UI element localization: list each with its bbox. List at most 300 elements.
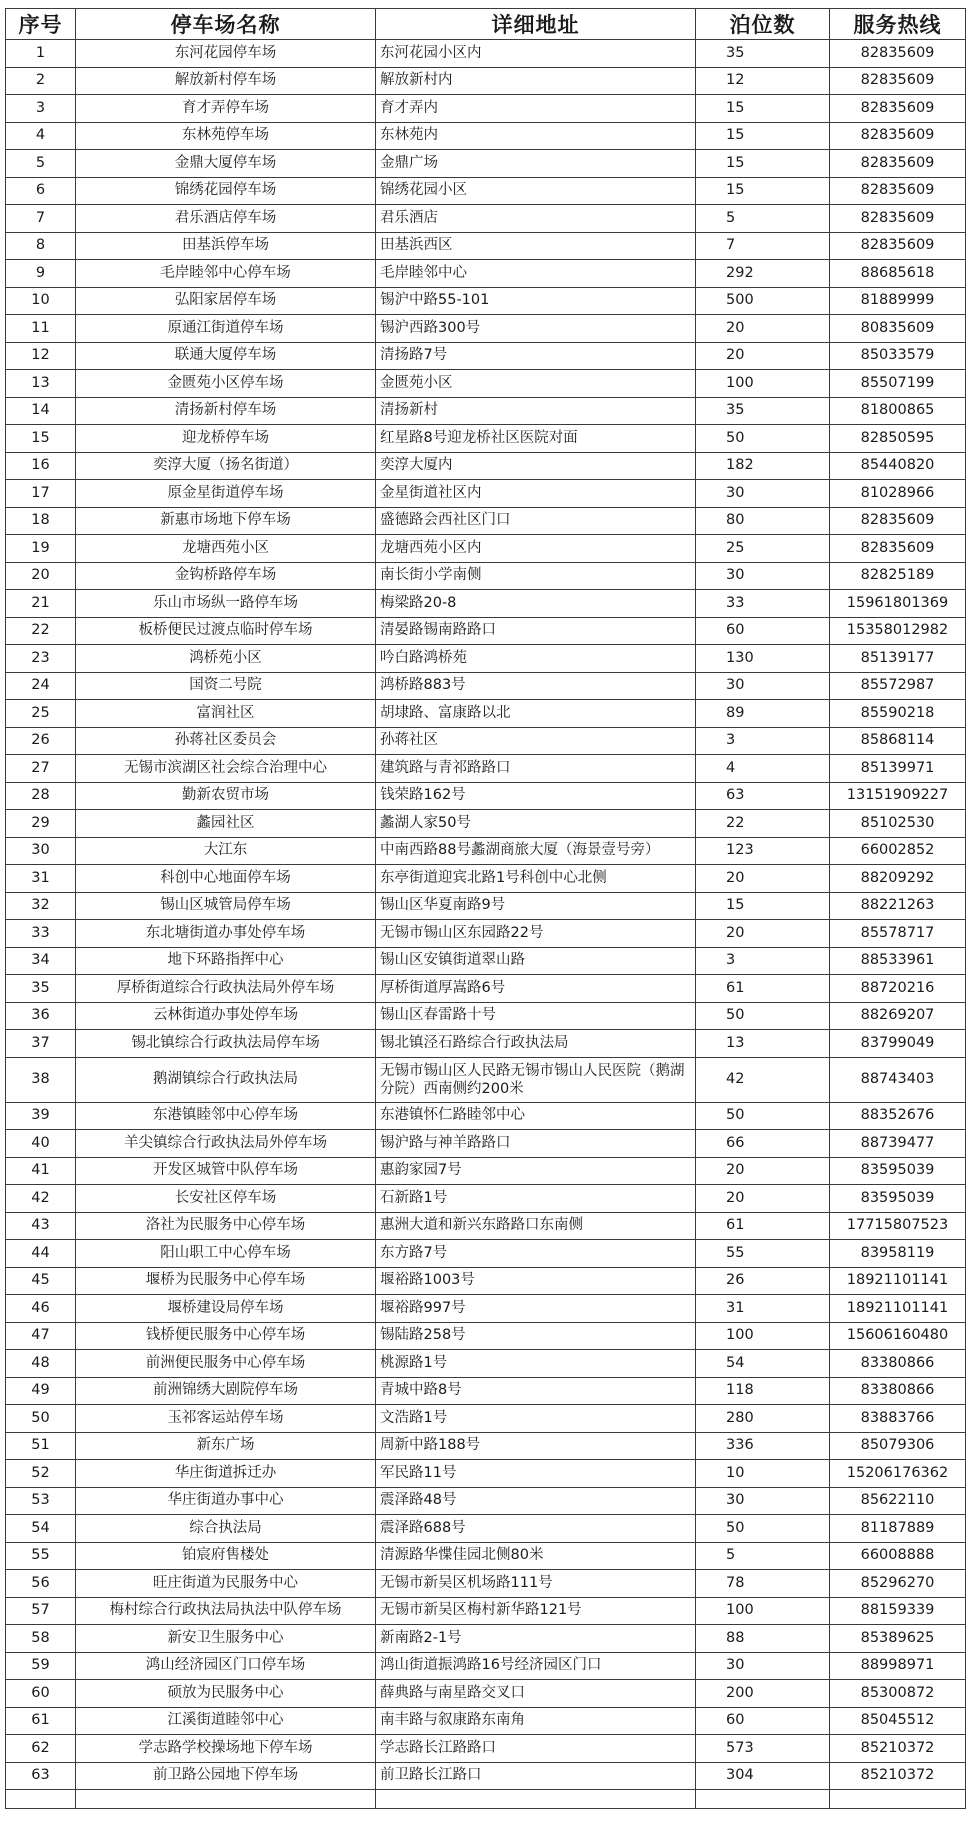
row-index: 54: [6, 1515, 76, 1543]
table-row: [6, 1707, 966, 1735]
table-row: [6, 1515, 966, 1543]
lot-name: 联通大厦停车场: [76, 342, 376, 370]
table-row: [6, 1432, 966, 1460]
lot-address: 中南西路88号蠡湖商旅大厦（海景壹号旁）: [376, 837, 696, 865]
lot-address: 石新路1号: [376, 1185, 696, 1213]
lot-address: 锡山区华夏南路9号: [376, 892, 696, 920]
table-row: [6, 1377, 966, 1405]
table-row: [6, 810, 966, 838]
table-row: [6, 920, 966, 948]
lot-hotline: 85507199: [830, 370, 966, 398]
lot-name: 金钩桥路停车场: [76, 562, 376, 590]
lot-address: 孙蒋社区: [376, 727, 696, 755]
lot-spaces: 61: [696, 1212, 830, 1240]
table-row: [6, 150, 966, 178]
lot-address: 堰裕路997号: [376, 1295, 696, 1323]
lot-spaces: 100: [696, 370, 830, 398]
table-row: [6, 1240, 966, 1268]
lot-spaces: 66: [696, 1130, 830, 1158]
row-index: 52: [6, 1460, 76, 1488]
header-address: 详细地址: [376, 9, 696, 40]
table-row: [6, 1030, 966, 1058]
table-row: [6, 672, 966, 700]
row-index: 28: [6, 782, 76, 810]
lot-spaces: 30: [696, 562, 830, 590]
table-body: [6, 40, 966, 1809]
lot-address: 锡山区春雷路十号: [376, 1002, 696, 1030]
lot-hotline: 81028966: [830, 480, 966, 508]
lot-address: 盛德路会西社区门口: [376, 507, 696, 535]
table-row: [6, 837, 966, 865]
header-spaces: 泊位数: [696, 9, 830, 40]
lot-spaces: 573: [696, 1735, 830, 1763]
row-index: 23: [6, 645, 76, 673]
row-index: 33: [6, 920, 76, 948]
lot-spaces: 78: [696, 1570, 830, 1598]
table-row: [6, 1267, 966, 1295]
lot-hotline: 88685618: [830, 260, 966, 288]
table-row: [6, 122, 966, 150]
lot-address: 君乐酒店: [376, 205, 696, 233]
row-index: 25: [6, 700, 76, 728]
lot-spaces: 60: [696, 1707, 830, 1735]
table-row: [6, 1130, 966, 1158]
lot-hotline: 88269207: [830, 1002, 966, 1030]
lot-name: 前卫路公园地下停车场: [76, 1762, 376, 1790]
lot-spaces: 50: [696, 1002, 830, 1030]
lot-address: 胡埭路、富康路以北: [376, 700, 696, 728]
lot-spaces: 35: [696, 40, 830, 68]
lot-hotline: 82825189: [830, 562, 966, 590]
row-index: 15: [6, 425, 76, 453]
lot-spaces: 20: [696, 865, 830, 893]
lot-name: 金鼎大厦停车场: [76, 150, 376, 178]
lot-spaces: 100: [696, 1322, 830, 1350]
lot-spaces: 100: [696, 1597, 830, 1625]
lot-address: 堰裕路1003号: [376, 1267, 696, 1295]
lot-address: 锡陆路258号: [376, 1322, 696, 1350]
table-row: [6, 452, 966, 480]
row-index: 27: [6, 755, 76, 783]
table-row: [6, 1460, 966, 1488]
lot-address: 金匮苑小区: [376, 370, 696, 398]
lot-address: 无锡市锡山区东园路22号: [376, 920, 696, 948]
lot-address: 锡沪中路55-101: [376, 287, 696, 315]
row-index: 59: [6, 1652, 76, 1680]
lot-name: 综合执法局: [76, 1515, 376, 1543]
lot-hotline: 83595039: [830, 1185, 966, 1213]
row-index: 62: [6, 1735, 76, 1763]
lot-spaces: 5: [696, 205, 830, 233]
lot-hotline: 85210372: [830, 1735, 966, 1763]
lot-spaces: 30: [696, 672, 830, 700]
lot-hotline: 85102530: [830, 810, 966, 838]
row-index: 38: [6, 1057, 76, 1102]
row-index: 18: [6, 507, 76, 535]
lot-name: 玉祁客运站停车场: [76, 1405, 376, 1433]
lot-name: 新东广场: [76, 1432, 376, 1460]
lot-name: 开发区城管中队停车场: [76, 1157, 376, 1185]
row-index: 51: [6, 1432, 76, 1460]
row-index: 61: [6, 1707, 76, 1735]
lot-hotline: 66002852: [830, 837, 966, 865]
lot-name: 洛社为民服务中心停车场: [76, 1212, 376, 1240]
lot-spaces: 20: [696, 1157, 830, 1185]
lot-spaces: 13: [696, 1030, 830, 1058]
lot-address: 无锡市锡山区人民路无锡市锡山人民医院（鹅湖分院）西南侧约200米: [376, 1057, 696, 1102]
table-row: [6, 1212, 966, 1240]
lot-address: 惠韵家园7号: [376, 1157, 696, 1185]
lot-name: 东河花园停车场: [76, 40, 376, 68]
lot-spaces: 7: [696, 232, 830, 260]
row-index: 16: [6, 452, 76, 480]
lot-hotline: 85578717: [830, 920, 966, 948]
row-index: 7: [6, 205, 76, 233]
lot-address: 锡沪路与神羊路路口: [376, 1130, 696, 1158]
table-row: [6, 1157, 966, 1185]
lot-hotline: 85079306: [830, 1432, 966, 1460]
empty-cell: [76, 1790, 376, 1809]
table-row: [6, 975, 966, 1003]
lot-name: 孙蒋社区委员会: [76, 727, 376, 755]
row-index: 49: [6, 1377, 76, 1405]
lot-name: 育才弄停车场: [76, 95, 376, 123]
table-row: [6, 287, 966, 315]
lot-address: 奕淳大厦内: [376, 452, 696, 480]
header-hotline: 服务热线: [830, 9, 966, 40]
row-index: 3: [6, 95, 76, 123]
lot-hotline: 83380866: [830, 1377, 966, 1405]
lot-hotline: 85300872: [830, 1680, 966, 1708]
lot-name: 东港镇睦邻中心停车场: [76, 1102, 376, 1130]
row-index: 55: [6, 1542, 76, 1570]
empty-cell: [830, 1790, 966, 1809]
lot-address: 毛岸睦邻中心: [376, 260, 696, 288]
lot-name: 前洲锦绣大剧院停车场: [76, 1377, 376, 1405]
lot-hotline: 82835609: [830, 67, 966, 95]
lot-name: 锡山区城管局停车场: [76, 892, 376, 920]
lot-name: 羊尖镇综合行政执法局外停车场: [76, 1130, 376, 1158]
lot-hotline: 88352676: [830, 1102, 966, 1130]
lot-name: 东林苑停车场: [76, 122, 376, 150]
lot-hotline: 88221263: [830, 892, 966, 920]
table-row: [6, 397, 966, 425]
row-index: 42: [6, 1185, 76, 1213]
lot-hotline: 85868114: [830, 727, 966, 755]
row-index: 11: [6, 315, 76, 343]
row-index: 43: [6, 1212, 76, 1240]
lot-name: 蠡园社区: [76, 810, 376, 838]
lot-hotline: 15606160480: [830, 1322, 966, 1350]
table-row: [6, 205, 966, 233]
lot-spaces: 182: [696, 452, 830, 480]
table-row: [6, 1295, 966, 1323]
lot-hotline: 88159339: [830, 1597, 966, 1625]
lot-spaces: 88: [696, 1625, 830, 1653]
table-row: [6, 40, 966, 68]
lot-address: 薛典路与南星路交叉口: [376, 1680, 696, 1708]
lot-name: 梅村综合行政执法局执法中队停车场: [76, 1597, 376, 1625]
lot-address: 锦绣花园小区: [376, 177, 696, 205]
lot-address: 钱荣路162号: [376, 782, 696, 810]
lot-address: 南丰路与叙康路东南角: [376, 1707, 696, 1735]
row-index: 41: [6, 1157, 76, 1185]
table-row: [6, 1002, 966, 1030]
lot-address: 学志路长江路路口: [376, 1735, 696, 1763]
lot-spaces: 22: [696, 810, 830, 838]
lot-name: 阳山职工中心停车场: [76, 1240, 376, 1268]
lot-spaces: 10: [696, 1460, 830, 1488]
lot-hotline: 82835609: [830, 177, 966, 205]
header-lot-name: 停车场名称: [76, 9, 376, 40]
lot-spaces: 61: [696, 975, 830, 1003]
lot-hotline: 82850595: [830, 425, 966, 453]
lot-name: 大江东: [76, 837, 376, 865]
lot-address: 蠡湖人家50号: [376, 810, 696, 838]
lot-spaces: 33: [696, 590, 830, 618]
lot-name: 云林街道办事处停车场: [76, 1002, 376, 1030]
row-index: 26: [6, 727, 76, 755]
lot-hotline: 85045512: [830, 1707, 966, 1735]
lot-address: 前卫路长江路口: [376, 1762, 696, 1790]
lot-name: 地下环路指挥中心: [76, 947, 376, 975]
row-index: 45: [6, 1267, 76, 1295]
table-row: [6, 1570, 966, 1598]
lot-spaces: 42: [696, 1057, 830, 1102]
table-row: [6, 1680, 966, 1708]
row-index: 1: [6, 40, 76, 68]
row-index: 32: [6, 892, 76, 920]
lot-spaces: 20: [696, 920, 830, 948]
row-index: 44: [6, 1240, 76, 1268]
lot-spaces: 3: [696, 947, 830, 975]
lot-address: 青城中路8号: [376, 1377, 696, 1405]
lot-spaces: 304: [696, 1762, 830, 1790]
row-index: 30: [6, 837, 76, 865]
row-index: 17: [6, 480, 76, 508]
row-index: 12: [6, 342, 76, 370]
row-index: 50: [6, 1405, 76, 1433]
lot-name: 长安社区停车场: [76, 1185, 376, 1213]
lot-hotline: 85440820: [830, 452, 966, 480]
lot-hotline: 82835609: [830, 40, 966, 68]
row-index: 10: [6, 287, 76, 315]
lot-address: 文浩路1号: [376, 1405, 696, 1433]
lot-address: 鸿山街道振鸿路16号经济园区门口: [376, 1652, 696, 1680]
header-index: 序号: [6, 9, 76, 40]
lot-address: 锡山区安镇街道翠山路: [376, 947, 696, 975]
lot-spaces: 30: [696, 1487, 830, 1515]
row-index: 21: [6, 590, 76, 618]
lot-hotline: 82835609: [830, 205, 966, 233]
lot-name: 厚桥街道综合行政执法局外停车场: [76, 975, 376, 1003]
lot-address: 震泽路688号: [376, 1515, 696, 1543]
table-row: [6, 1542, 966, 1570]
lot-address: 周新中路188号: [376, 1432, 696, 1460]
lot-address: 田基浜西区: [376, 232, 696, 260]
lot-address: 东港镇怀仁路睦邻中心: [376, 1102, 696, 1130]
lot-spaces: 12: [696, 67, 830, 95]
table-row: [6, 727, 966, 755]
lot-spaces: 20: [696, 1185, 830, 1213]
lot-address: 龙塘西苑小区内: [376, 535, 696, 563]
row-index: 29: [6, 810, 76, 838]
lot-hotline: 85139177: [830, 645, 966, 673]
lot-spaces: 200: [696, 1680, 830, 1708]
lot-name: 华庄街道办事中心: [76, 1487, 376, 1515]
lot-name: 学志路学校操场地下停车场: [76, 1735, 376, 1763]
row-index: 36: [6, 1002, 76, 1030]
lot-hotline: 17715807523: [830, 1212, 966, 1240]
table-row: [6, 947, 966, 975]
lot-name: 田基浜停车场: [76, 232, 376, 260]
lot-address: 金鼎广场: [376, 150, 696, 178]
lot-hotline: 15206176362: [830, 1460, 966, 1488]
lot-address: 金星街道社区内: [376, 480, 696, 508]
lot-name: 奕淳大厦（扬名街道）: [76, 452, 376, 480]
lot-spaces: 30: [696, 480, 830, 508]
row-index: 35: [6, 975, 76, 1003]
table-row: [6, 562, 966, 590]
row-index: 56: [6, 1570, 76, 1598]
row-index: 58: [6, 1625, 76, 1653]
lot-name: 迎龙桥停车场: [76, 425, 376, 453]
table-row: [6, 782, 966, 810]
table-row: [6, 1597, 966, 1625]
lot-hotline: 82835609: [830, 122, 966, 150]
lot-address: 东亭街道迎宾北路1号科创中心北侧: [376, 865, 696, 893]
lot-address: 解放新村内: [376, 67, 696, 95]
table-row: [6, 1625, 966, 1653]
lot-spaces: 118: [696, 1377, 830, 1405]
lot-address: 无锡市新吴区梅村新华路121号: [376, 1597, 696, 1625]
lot-spaces: 50: [696, 1515, 830, 1543]
row-index: 6: [6, 177, 76, 205]
lot-address: 梅梁路20-8: [376, 590, 696, 618]
row-index: 8: [6, 232, 76, 260]
lot-address: 无锡市新吴区机场路111号: [376, 1570, 696, 1598]
row-index: 22: [6, 617, 76, 645]
lot-spaces: 50: [696, 1102, 830, 1130]
table-row: [6, 1322, 966, 1350]
table-row: [6, 590, 966, 618]
lot-name: 硕放为民服务中心: [76, 1680, 376, 1708]
lot-spaces: 80: [696, 507, 830, 535]
lot-hotline: 85622110: [830, 1487, 966, 1515]
table-row: [6, 425, 966, 453]
row-index: 13: [6, 370, 76, 398]
lot-name: 前洲便民服务中心停车场: [76, 1350, 376, 1378]
row-index: 47: [6, 1322, 76, 1350]
lot-spaces: 25: [696, 535, 830, 563]
table-row: [6, 342, 966, 370]
lot-spaces: 123: [696, 837, 830, 865]
table-row: [6, 1652, 966, 1680]
table-row: [6, 232, 966, 260]
lot-address: 清扬新村: [376, 397, 696, 425]
header-row: [6, 9, 966, 40]
lot-spaces: 15: [696, 150, 830, 178]
lot-hotline: 82835609: [830, 95, 966, 123]
lot-name: 君乐酒店停车场: [76, 205, 376, 233]
lot-hotline: 88739477: [830, 1130, 966, 1158]
row-index: 39: [6, 1102, 76, 1130]
empty-cell: [6, 1790, 76, 1809]
lot-spaces: 60: [696, 617, 830, 645]
table-row: [6, 480, 966, 508]
lot-spaces: 31: [696, 1295, 830, 1323]
table-row: [6, 507, 966, 535]
lot-spaces: 35: [696, 397, 830, 425]
parking-table: [5, 8, 966, 1809]
lot-hotline: 82835609: [830, 535, 966, 563]
lot-hotline: 85210372: [830, 1762, 966, 1790]
lot-address: 惠洲大道和新兴东路路口东南侧: [376, 1212, 696, 1240]
row-index: 4: [6, 122, 76, 150]
lot-name: 锡北镇综合行政执法局停车场: [76, 1030, 376, 1058]
lot-spaces: 89: [696, 700, 830, 728]
row-index: 5: [6, 150, 76, 178]
lot-address: 建筑路与青祁路路口: [376, 755, 696, 783]
lot-name: 铂宸府售楼处: [76, 1542, 376, 1570]
row-index: 63: [6, 1762, 76, 1790]
lot-name: 富润社区: [76, 700, 376, 728]
row-index: 19: [6, 535, 76, 563]
lot-address: 南长街小学南侧: [376, 562, 696, 590]
lot-spaces: 26: [696, 1267, 830, 1295]
table-row: [6, 535, 966, 563]
lot-spaces: 15: [696, 122, 830, 150]
lot-name: 龙塘西苑小区: [76, 535, 376, 563]
lot-hotline: 88209292: [830, 865, 966, 893]
lot-hotline: 18921101141: [830, 1295, 966, 1323]
lot-address: 震泽路48号: [376, 1487, 696, 1515]
lot-hotline: 82835609: [830, 507, 966, 535]
empty-cell: [376, 1790, 696, 1809]
lot-spaces: 55: [696, 1240, 830, 1268]
lot-spaces: 63: [696, 782, 830, 810]
lot-address: 锡北镇泾石路综合行政执法局: [376, 1030, 696, 1058]
lot-spaces: 20: [696, 315, 830, 343]
row-index: 14: [6, 397, 76, 425]
lot-name: 堰桥建设局停车场: [76, 1295, 376, 1323]
table-row: [6, 260, 966, 288]
lot-spaces: 30: [696, 1652, 830, 1680]
lot-hotline: 83380866: [830, 1350, 966, 1378]
lot-hotline: 81889999: [830, 287, 966, 315]
lot-name: 江溪街道睦邻中心: [76, 1707, 376, 1735]
table-row: [6, 645, 966, 673]
lot-spaces: 15: [696, 177, 830, 205]
lot-name: 新惠市场地下停车场: [76, 507, 376, 535]
table-row: [6, 315, 966, 343]
table-row: [6, 1762, 966, 1790]
row-index: 46: [6, 1295, 76, 1323]
lot-address: 东方路7号: [376, 1240, 696, 1268]
lot-name: 弘阳家居停车场: [76, 287, 376, 315]
lot-name: 鸿山经济园区门口停车场: [76, 1652, 376, 1680]
row-index: 20: [6, 562, 76, 590]
table-row: [6, 755, 966, 783]
lot-hotline: 85590218: [830, 700, 966, 728]
lot-address: 清源路华惵佳园北侧80米: [376, 1542, 696, 1570]
lot-name: 原金星街道停车场: [76, 480, 376, 508]
table-row: [6, 1350, 966, 1378]
lot-hotline: 88743403: [830, 1057, 966, 1102]
lot-hotline: 83958119: [830, 1240, 966, 1268]
table-row: [6, 1405, 966, 1433]
lot-spaces: 130: [696, 645, 830, 673]
